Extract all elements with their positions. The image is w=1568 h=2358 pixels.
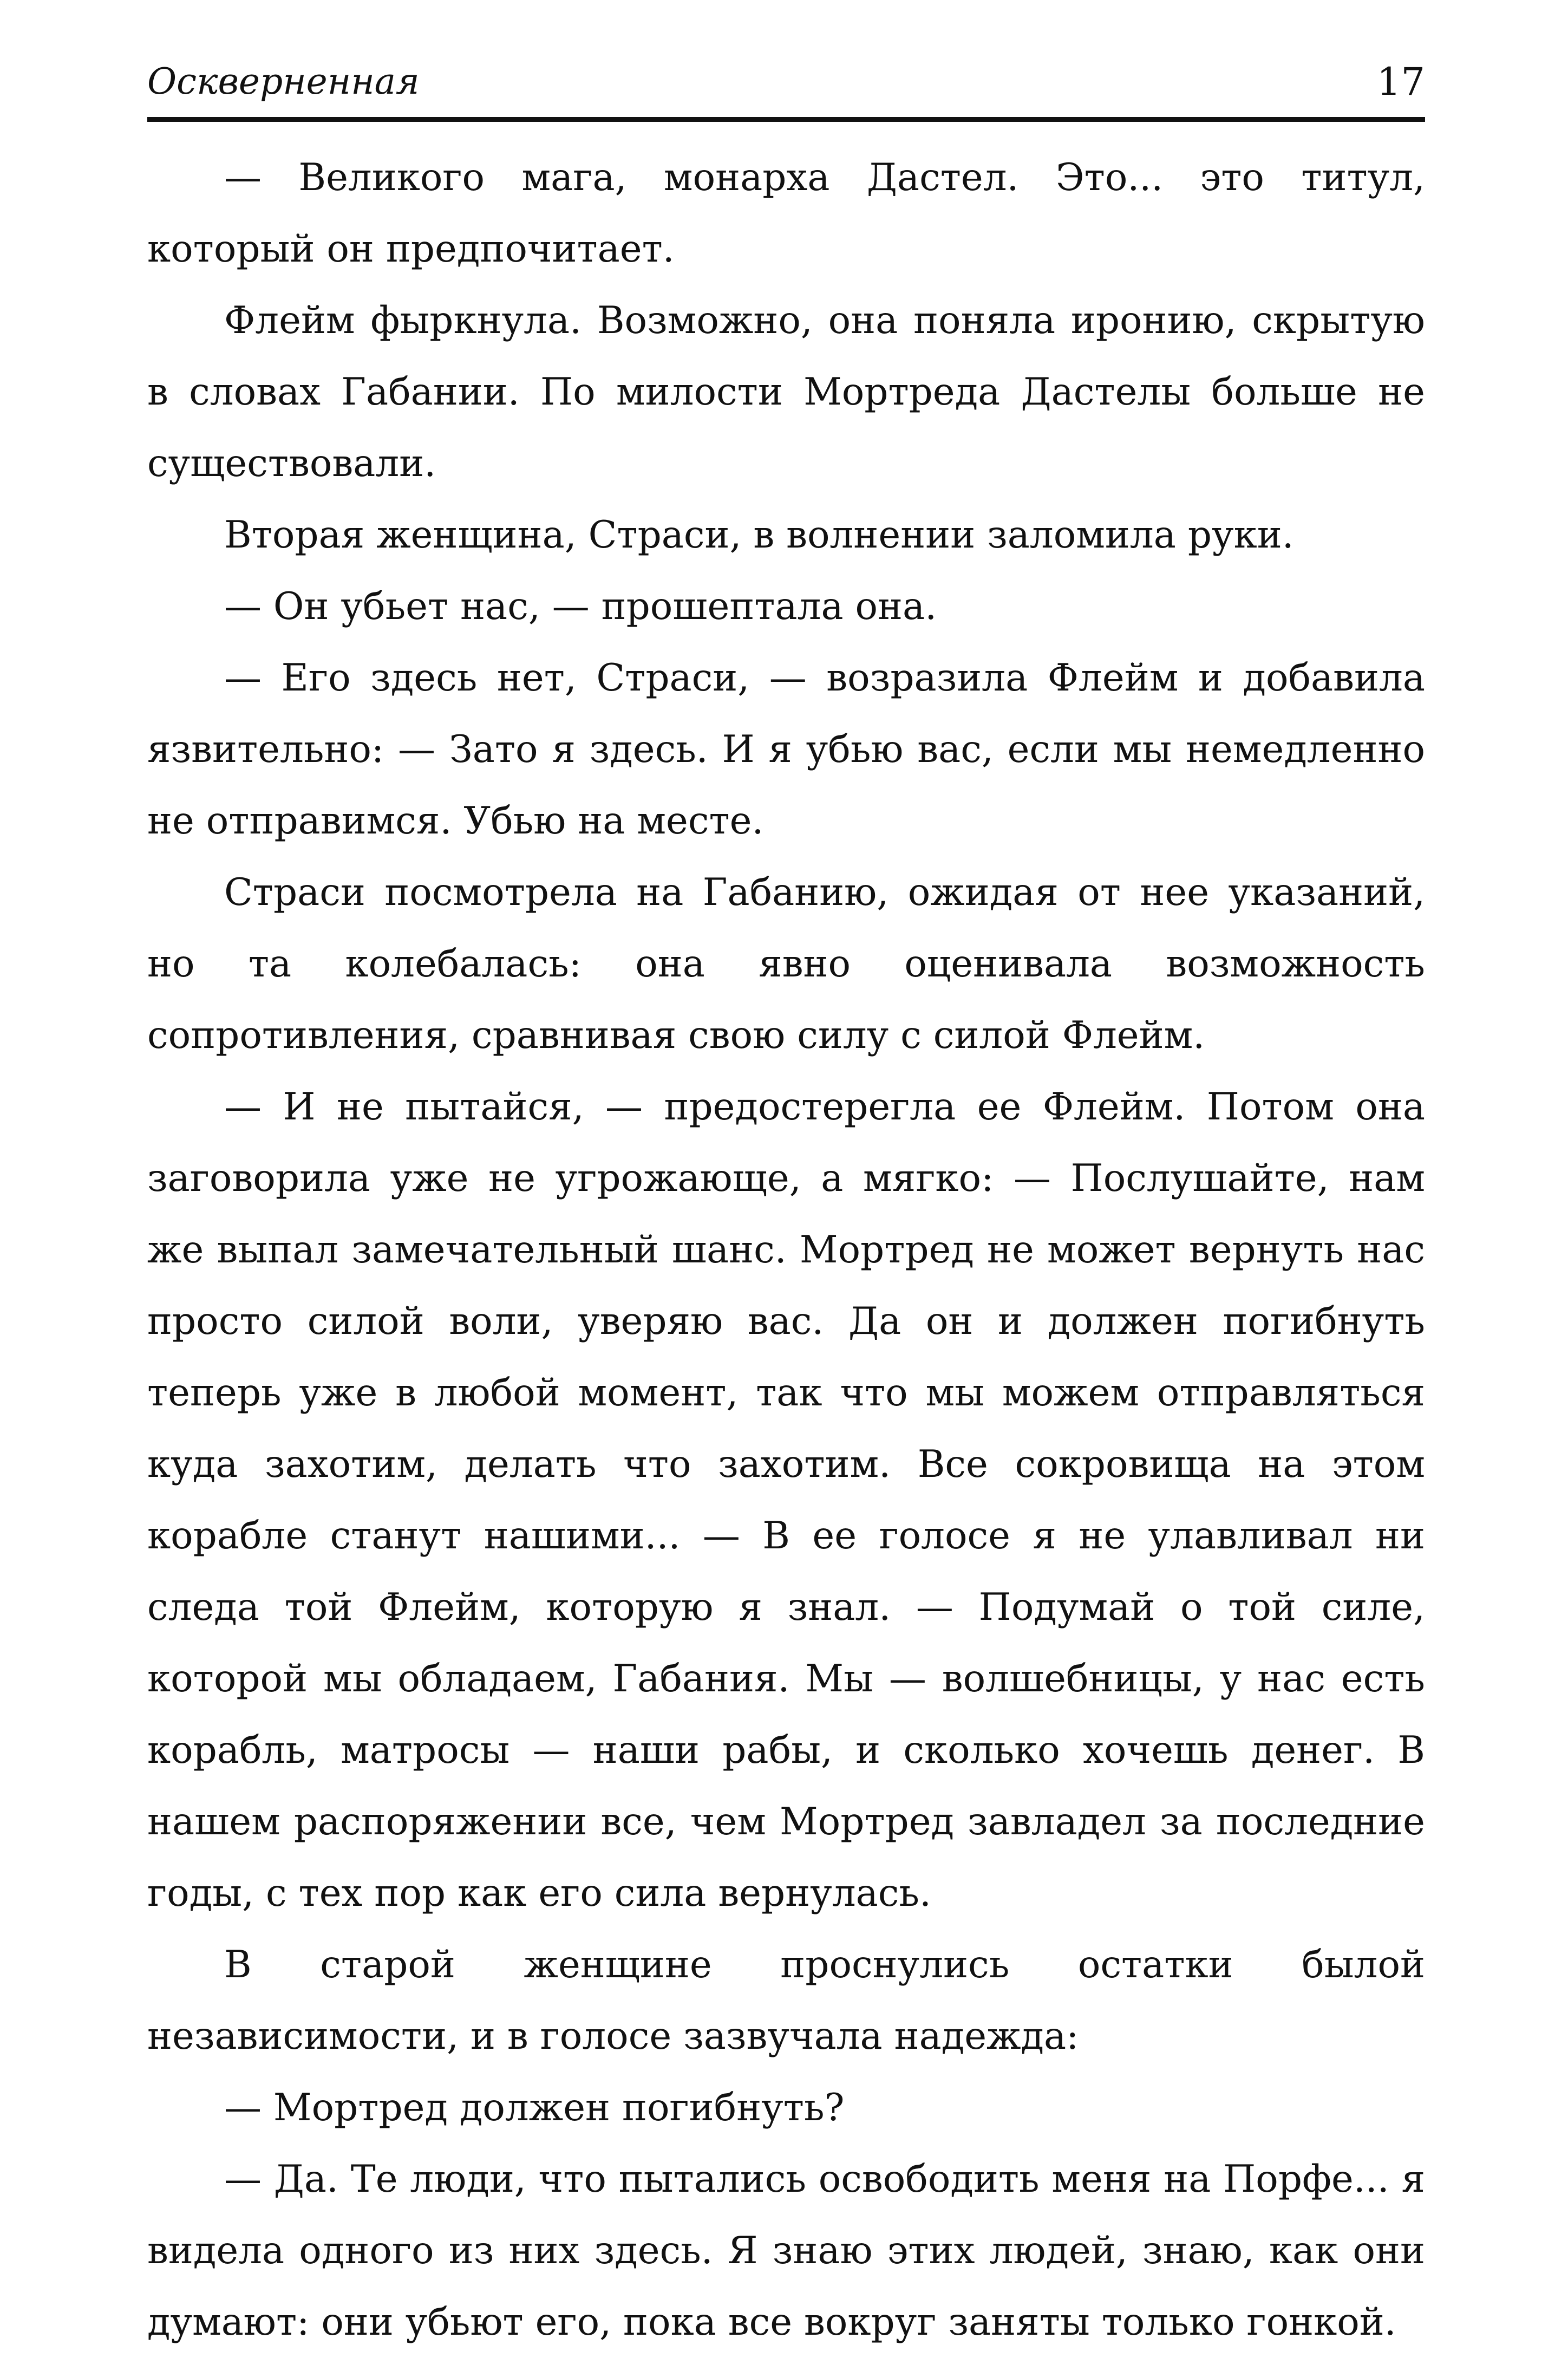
paragraph: В старой женщине проснулись остатки былой независимости, и в голосе зазвучала надежда:	[147, 1943, 1425, 2058]
paragraph: — Мортред должен погибнуть?	[224, 2086, 845, 2129]
paragraph: — И не пытайся, — предостерегла ее Флейм. Потом она заговорила уже не угрожающе, а мягко: — Послушайте, нам же выпал замечательный шанс. Мортред не может вернуть нас просто силой воли, уверяю вас. Да он и должен погибнуть теперь уже в любой момент, так что мы можем отправляться куда захотим, делать что захотим. Все сокровища на этом корабле станут нашими... — В ее голосе я не улавливал ни следа той Флейм, которую я знал. — Подумай о той силе, которой мы обладаем, Габания. Мы — волшебницы, у нас есть корабль, матросы — наши рабы, и сколько хочешь денег. В нашем распоряжении все, чем Мортред завладел за последние годы, с тех пор как его сила вернулась.	[147, 1085, 1425, 1915]
paragraph: Флейм фыркнула. Возможно, она поняла иронию, скрытую в словах Габании. По милости Мортреда Дастелы больше не существовали.	[147, 299, 1425, 485]
running-head	[147, 52, 1425, 112]
running-title: Оскверненная	[147, 61, 420, 102]
header-rule	[147, 117, 1425, 122]
paragraph: — Он убьет нас, — прошептала она.	[224, 585, 937, 628]
paragraph: — Да. Те люди, что пытались освободить меня на Порфе... я видела одного из них здесь. Я знаю этих людей, знаю, как они думают: они убьют его, пока все вокруг заняты только гонкой.	[147, 2158, 1425, 2344]
paragraph: — Великого мага, монарха Дастел. Это... это титул, который он предпочитает.	[147, 156, 1425, 271]
paragraph: — Его здесь нет, Страси, — возразила Флейм и добавила язвительно: — Зато я здесь. И я убью вас, если мы немедленно не отправимся. Убью на месте.	[147, 656, 1425, 843]
page-number: 17	[1376, 60, 1425, 104]
paragraph: Страси посмотрела на Габанию, ожидая от нее указаний, но та колебалась: она явно оценивала возможность сопротивления, сравнивая свою силу с силой Флейм.	[147, 871, 1425, 1057]
body-text	[147, 142, 1425, 2358]
paragraph: Вторая женщина, Страси, в волнении заломила руки.	[224, 513, 1294, 557]
